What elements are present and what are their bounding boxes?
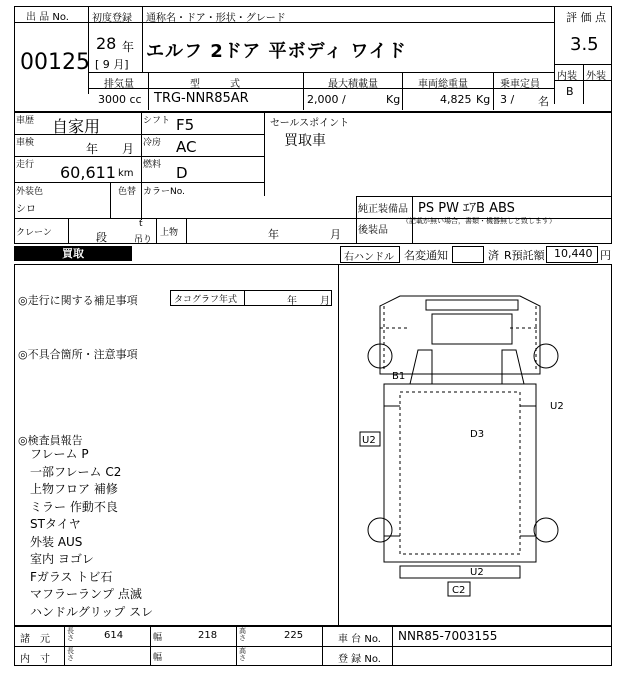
- int-height-label: 高さ: [239, 647, 246, 662]
- lot-label: 出 品 No.: [26, 12, 69, 23]
- std-equipment-label: 純正装備品: [358, 204, 408, 215]
- inspection-label: 車検: [16, 138, 35, 148]
- ac-label: 冷房: [143, 138, 162, 148]
- tag-u2-right: U2: [550, 401, 564, 412]
- std-equipment-value: PS PW ｴｱB ABS: [418, 201, 515, 216]
- aftermarket-note: （記載が無い場合，書類・機器無しと致します）: [402, 217, 556, 225]
- recycle-deposit-label: R預託額: [504, 249, 545, 262]
- height-value: 225: [284, 630, 304, 641]
- max-load-unit: Kg: [386, 93, 401, 106]
- int-length-label: 長さ: [67, 647, 74, 662]
- tag-c2: C2: [452, 585, 466, 596]
- name-change-box: [452, 246, 484, 263]
- interior-grade: B: [566, 85, 574, 98]
- defects-title: ◎不具合箇所・注意事項: [18, 348, 138, 361]
- crane-stage-unit: 段: [96, 231, 107, 244]
- length-label: 長さ: [67, 627, 74, 642]
- color-no-label: 色替: [118, 187, 137, 197]
- name-change-label: 名変通知: [404, 249, 448, 262]
- inspector-title: ◎検査員報告: [18, 434, 83, 447]
- first-reg-year: 28: [96, 34, 117, 53]
- ext-color-value: シロ: [16, 204, 36, 215]
- model-label: 型 式: [190, 79, 240, 90]
- crane-hang-unit: 吊り: [134, 235, 153, 245]
- shift-value: F5: [176, 116, 195, 134]
- rear-left-wheel: [368, 518, 392, 542]
- first-reg-month: [ 9 月]: [95, 58, 129, 71]
- crane-label: クレーン: [16, 228, 52, 238]
- height-label: 高さ: [239, 627, 246, 642]
- interior-grade-label: 内装: [557, 71, 577, 82]
- report-line: 外装 AUS: [30, 534, 83, 549]
- report-line: 室内 ヨゴレ: [30, 552, 94, 566]
- steering-value: 右ハンドル: [344, 252, 394, 263]
- mileage-label: 走行: [16, 160, 35, 170]
- tachograph-label: タコグラフ年式: [174, 295, 238, 305]
- first-reg-year-unit: 年: [122, 40, 135, 54]
- mileage-unit: km: [118, 168, 134, 179]
- shift-label: シフト: [143, 116, 171, 126]
- crane-t-unit: t: [139, 219, 143, 229]
- history-label: 車歴: [16, 116, 35, 126]
- fuel-label: 燃料: [143, 160, 162, 170]
- score-label: 評 価 点: [566, 11, 606, 24]
- bed-outline: [384, 384, 536, 562]
- gross-weight-label: 車両総重量: [418, 79, 468, 90]
- specs-label: 諸 元: [20, 634, 50, 645]
- gross-weight-unit: Kg: [476, 93, 491, 106]
- inspection-month-unit: 月: [122, 142, 135, 156]
- chassis-label: 車 台 No.: [338, 634, 381, 645]
- report-line: ハンドルグリップ スレ: [30, 604, 154, 619]
- history-value: 自家用: [52, 117, 101, 136]
- int-width-label: 幅: [153, 653, 163, 663]
- cab-outline: [380, 296, 540, 374]
- displacement-label: 排気量: [104, 79, 134, 90]
- report-line: Fガラス トビ石: [30, 569, 113, 584]
- width-label: 幅: [153, 633, 163, 643]
- color-code-label: カラーNo.: [143, 187, 185, 197]
- tag-u2-left: U2: [362, 435, 376, 446]
- first-reg-label: 初度登録: [92, 13, 132, 24]
- capacity-unit: 名: [538, 95, 549, 108]
- inspector-report-list: [30, 446, 153, 621]
- sales-point-value: 買取車: [284, 133, 326, 149]
- max-load-label: 最大積載量: [328, 79, 378, 90]
- reg-label: 登 録 No.: [338, 654, 381, 665]
- capacity-label: 乗車定員: [500, 79, 540, 90]
- tachograph-month-unit: 月: [320, 296, 330, 307]
- truck-damage-diagram: [340, 266, 610, 606]
- tag-b1: B1: [392, 371, 406, 382]
- report-line: ミラー 作動不良: [30, 499, 118, 514]
- displacement-value: 3000 cc: [98, 93, 142, 106]
- sales-point-label: セールスポイント: [270, 118, 350, 129]
- ac-value: AC: [176, 138, 197, 156]
- model-value: TRG-NNR85AR: [154, 91, 249, 106]
- front-right-wheel: [534, 344, 558, 368]
- liftgate-month-unit: 月: [330, 228, 341, 241]
- recycle-deposit-value: 10,440: [554, 247, 593, 260]
- length-value: 614: [104, 630, 124, 641]
- report-line: STタイヤ: [30, 517, 81, 531]
- yen-unit: 円: [600, 249, 611, 262]
- width-value: 218: [198, 630, 218, 641]
- purchase-badge: 買取: [14, 246, 132, 261]
- ext-color-label: 外装色: [16, 187, 44, 197]
- report-line: マフラーランプ 点滅: [30, 587, 142, 601]
- report-line: フレーム P: [30, 447, 89, 461]
- car-name: エルフ 2ドア 平ボディ ワイド: [146, 41, 407, 62]
- score-value: 3.5: [570, 34, 599, 55]
- gross-weight-value: 4,825: [440, 93, 472, 106]
- exterior-grade-label: 外装: [586, 71, 606, 82]
- fuel-value: D: [176, 164, 188, 182]
- tag-u2-bottom: U2: [470, 567, 484, 578]
- liftgate-label: 上物: [160, 228, 179, 238]
- chassis-value: NNR85-7003155: [398, 629, 498, 643]
- report-line: 一部フレーム C2: [30, 464, 122, 479]
- tachograph-year-unit: 年: [287, 296, 297, 307]
- tag-d3: D3: [470, 429, 485, 440]
- supplement-title: ◎走行に関する補足事項: [18, 294, 138, 307]
- mileage-value: 60,611: [60, 163, 116, 182]
- car-name-label: 通称名・ドア・形状・グレード: [146, 13, 286, 24]
- capacity-value: 3 /: [500, 93, 515, 106]
- max-load-value: 2,000 /: [307, 93, 346, 106]
- report-line: 上物フロア 補修: [30, 482, 118, 496]
- interior-dims-label: 内 寸: [20, 654, 50, 665]
- lot-number: 00125: [20, 50, 90, 75]
- aftermarket-label: 後装品: [358, 225, 388, 236]
- recycle-label: 済: [488, 249, 499, 262]
- inspection-year-unit: 年: [86, 142, 99, 156]
- liftgate-year-unit: 年: [268, 228, 279, 241]
- rear-right-wheel: [534, 518, 558, 542]
